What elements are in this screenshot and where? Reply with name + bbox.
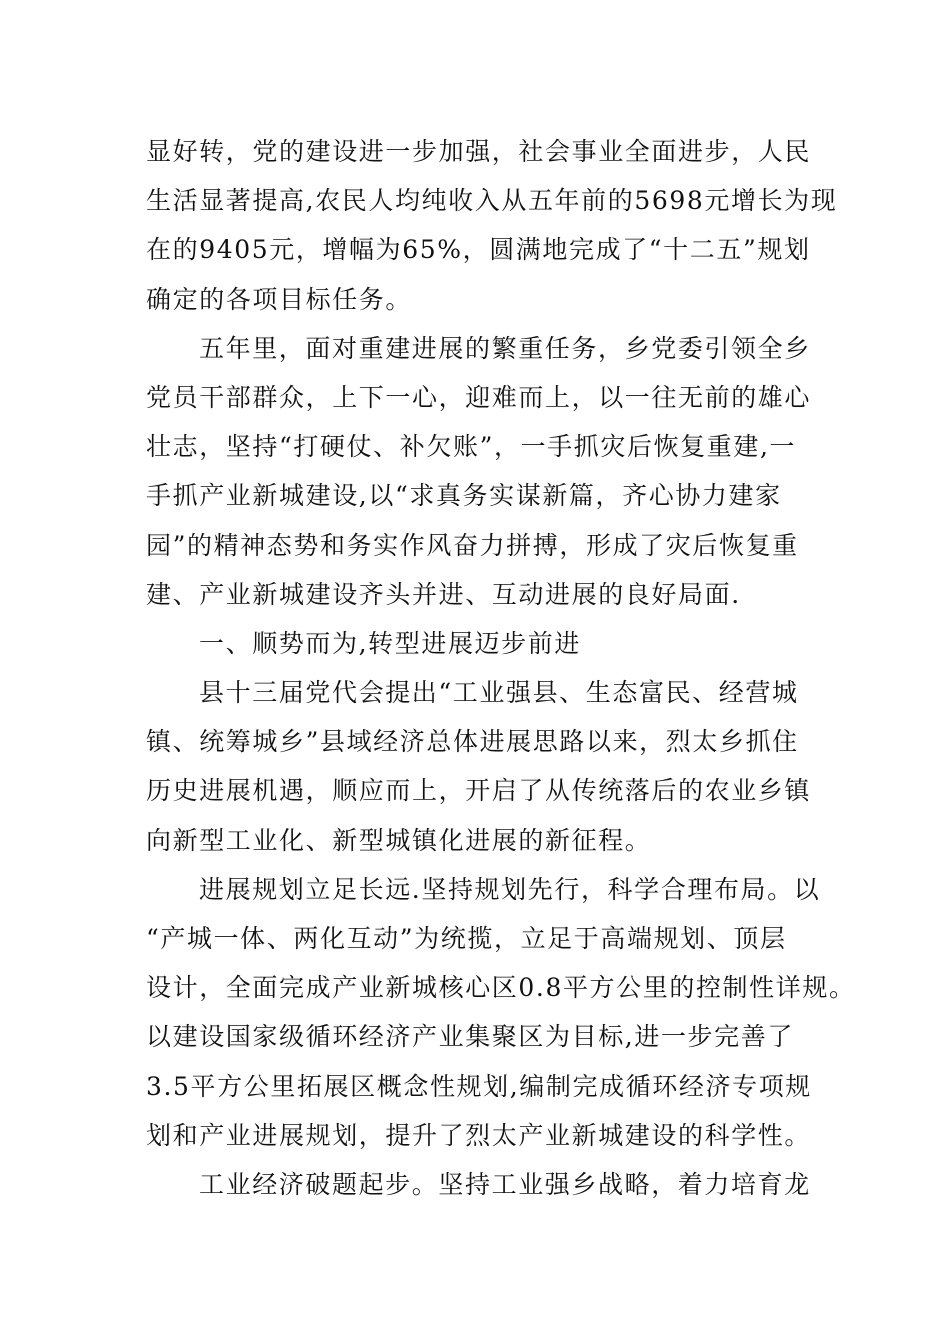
- text-line: 设计，全面完成产业新城核心区0.8平方公里的控制性详规。: [146, 973, 856, 1003]
- text-line: “产城一体、两化互动”为统揽，立足于高端规划、顶层: [146, 924, 787, 953]
- paragraph-first-line: 工业经济破题起步。坚持工业强乡战略，着力培育龙: [199, 1169, 811, 1199]
- text-line: 历史进展机遇，顺应而上，开启了从传统落后的农业乡镇: [146, 776, 812, 806]
- text-line: 镇、统筹城乡”县域经济总体进展思路以来，烈太乡抓住: [146, 727, 799, 757]
- text-line: 显好转，党的建设进一步加强，社会事业全面进步，人民: [146, 137, 812, 166]
- text-line: 在的9405元，增幅为65%，圆满地完成了“十二五”规划: [146, 235, 811, 265]
- text-line: 确定的各项目标任务。: [146, 284, 413, 314]
- text-line: 党员干部群众，上下一心，迎难而上，以一往无前的雄心: [146, 382, 812, 412]
- text-line: 生活显著提高,农民人均纯收入从五年前的5698元增长为现: [146, 186, 838, 216]
- paragraph-first-line: 县十三届党代会提出“工业强县、生态富民、经营城: [199, 678, 799, 708]
- text-line: 壮志，坚持“打硬仗、补欠账”，一手抓灾后恢复重建,一: [146, 432, 797, 462]
- text-line: 向新型工业化、新型城镇化进展的新征程。: [146, 825, 652, 855]
- text-line: 园”的精神态势和务实作风奋力拼搏，形成了灾后恢复重: [146, 530, 799, 560]
- document-body: [146, 127, 856, 1209]
- text-line: 3.5平方公里拓展区概念性规划,编制完成循环经济专项规: [146, 1071, 812, 1101]
- paragraph-first-line: 进展规划立足长远.坚持规划先行，科学合理布局。以: [199, 874, 821, 904]
- section-heading: 一、顺势而为,转型进展迈步前进: [199, 628, 581, 658]
- text-line: 划和产业进展规划，提升了烈太产业新城建设的科学性。: [146, 1120, 812, 1150]
- text-line: 手抓产业新城建设,以“求真务实谋新篇，齐心协力建家: [146, 481, 782, 511]
- text-line: 建、产业新城建设齐头并进、互动进展的良好局面.: [146, 579, 741, 609]
- text-line: 以建设国家级循环经济产业集聚区为目标,进一步完善了: [146, 1022, 794, 1052]
- paragraph-first-line: 五年里，面对重建进展的繁重任务，乡党委引领全乡: [199, 333, 811, 363]
